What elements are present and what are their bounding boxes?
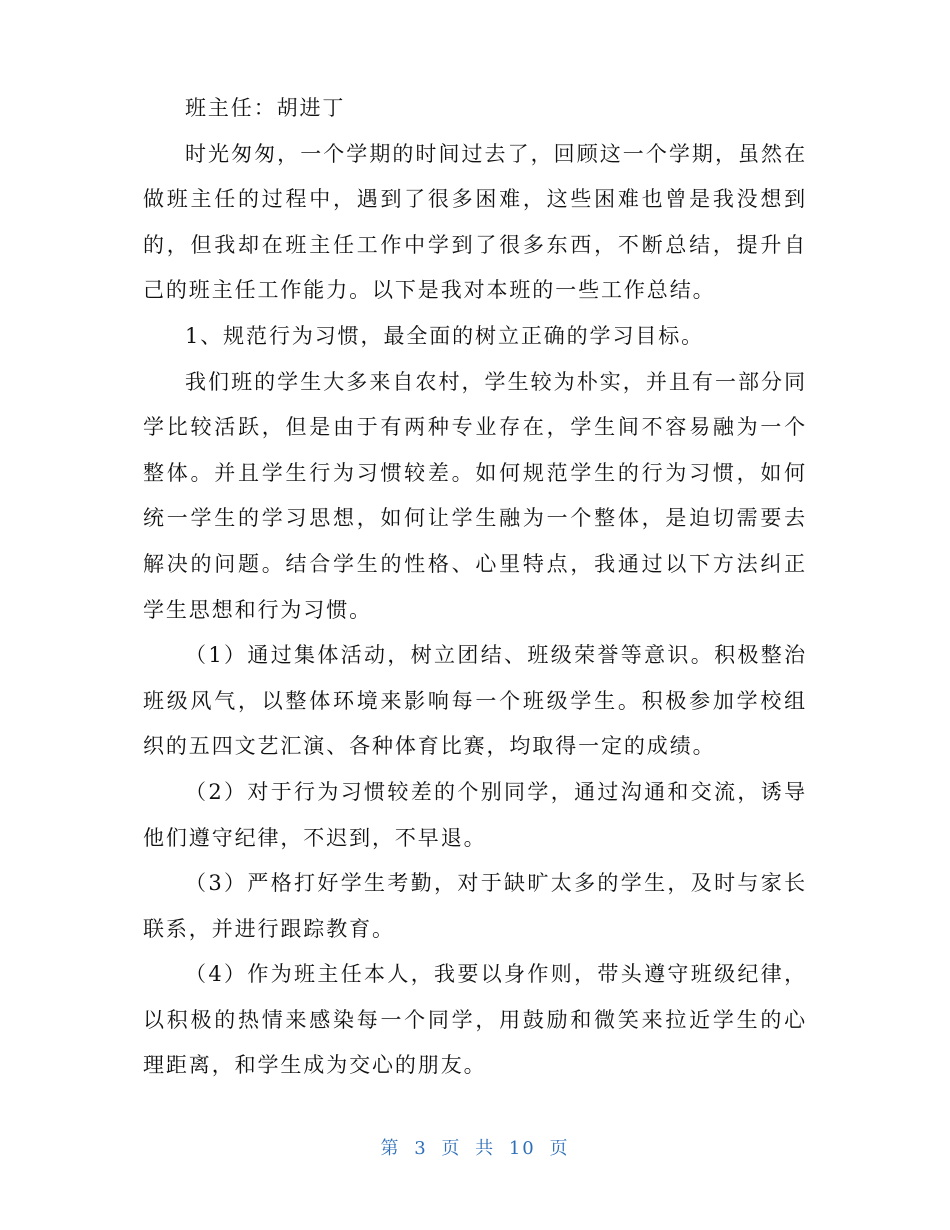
measure-3-paragraph: （3）严格打好学生考勤，对于缺旷太多的学生，及时与家长联系，并进行跟踪教育。 [143,871,807,941]
measure-1-paragraph: （1）通过集体活动，树立团结、班级荣誉等意识。积极整治班级风气，以整体环境来影响每一个班级学生。积极参加学校组织的五四文艺汇演、各种体育比赛，均取得一定的成绩。 [143,643,807,759]
class-situation-paragraph: 我们班的学生大多来自农村，学生较为朴实，并且有一部分同学比较活跃，但是由于有两种专业存在，学生间不容易融为一个整体。并且学生行为习惯较差。如何规范学生的行为习惯，如何统一学生的学习思想，如何让学生融为一个整体，是迫切需要去解决的问题。结合学生的性格、心里特点，我通过以下方法纠正学生思想和行为习惯。 [143,369,807,622]
page-number-footer: 第 3 页 共 10 页 [380,1138,570,1159]
intro-paragraph: 时光匆匆，一个学期的时间过去了，回顾这一个学期，虽然在做班主任的过程中，遇到了很多困难，这些困难也曾是我没想到的，但我却在班主任工作中学到了很多东西，不断总结，提升自己的班主任工作能力。以下是我对本班的一些工作总结。 [143,141,807,303]
measure-2-paragraph: （2）对于行为习惯较差的个别同学，通过沟通和交流，诱导他们遵守纪律，不迟到，不早退。 [143,779,807,850]
teacher-name-line: 班主任：胡进丁 [185,96,346,120]
measure-4-paragraph: （4）作为班主任本人，我要以身作则，带头遵守班级纪律，以积极的热情来感染每一个同学，用鼓励和微笑来拉近学生的心理距离，和学生成为交心的朋友。 [143,962,807,1078]
section-heading-1: 1、规范行为习惯，最全面的树立正确的学习目标。 [185,323,705,348]
document-body [143,86,807,1089]
